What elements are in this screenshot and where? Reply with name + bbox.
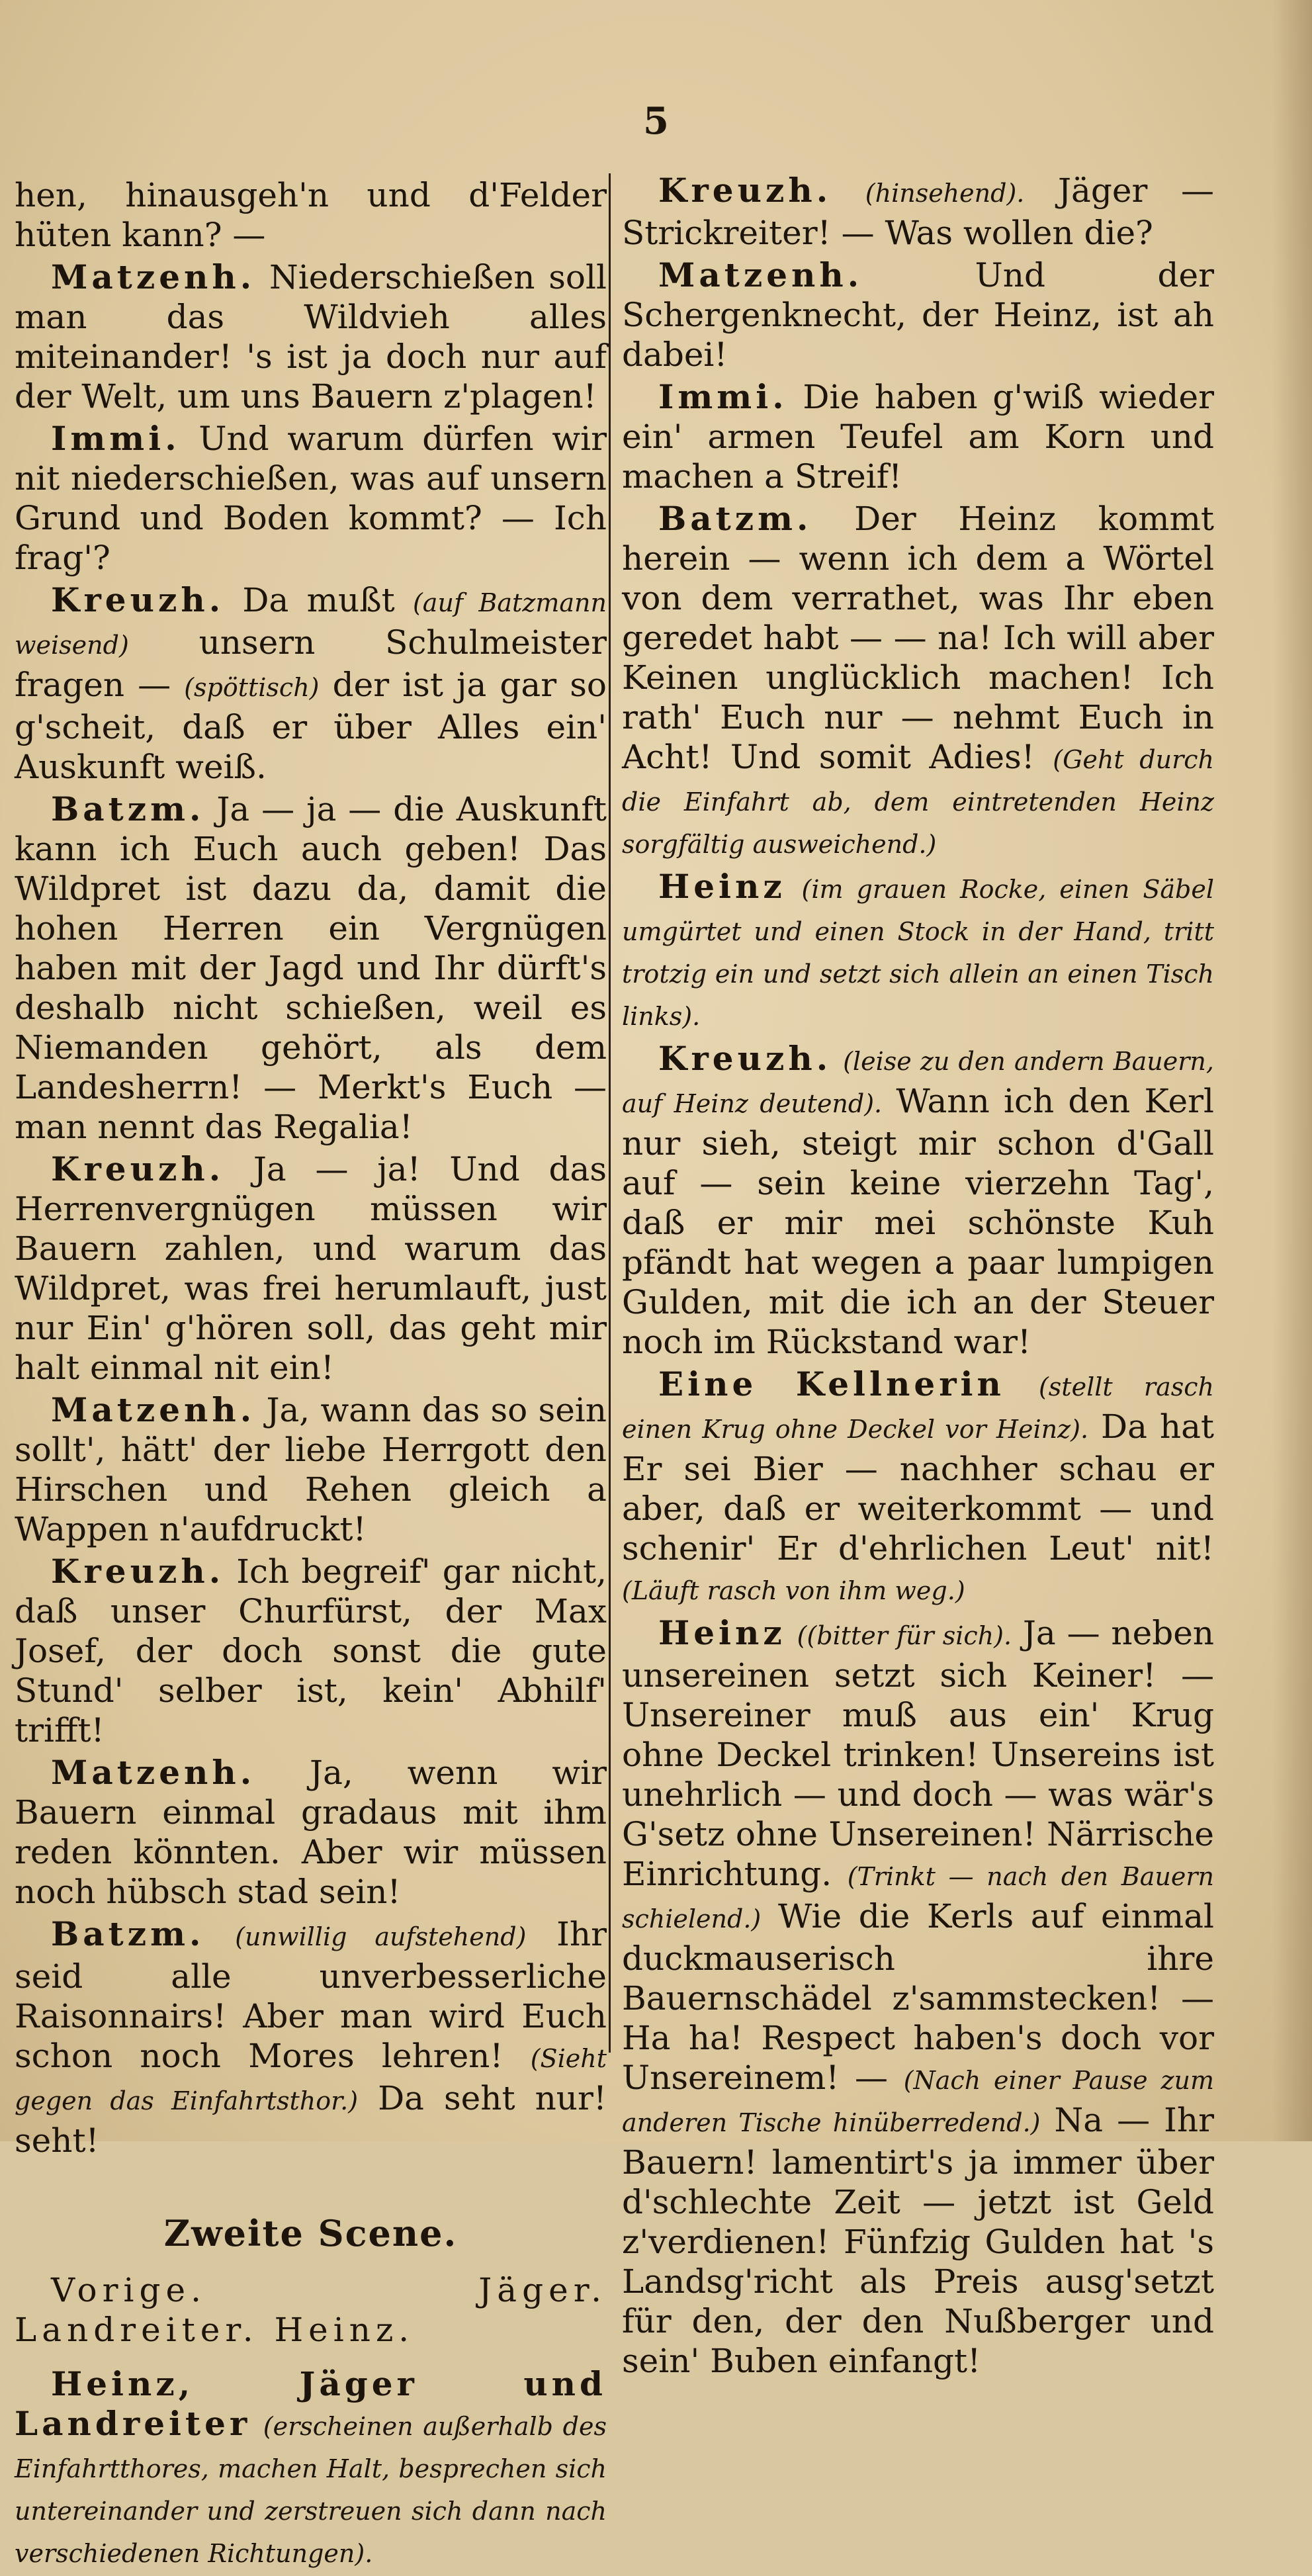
speaker-name: Kreuzh. [51, 1552, 225, 1591]
stage-direction: (hinsehend). [865, 179, 1025, 208]
scene-heading: Zweite Scene. [163, 2212, 458, 2254]
speaker-name: Kreuzh. [51, 580, 225, 619]
stage-direction: (auf Batzmann weisend) [15, 588, 607, 660]
dialogue-text: hen, hinausgeh'n und d'Felder hüten kann? — [15, 176, 607, 254]
dialogue-paragraph [15, 419, 607, 578]
stage-direction: (Nach einer Pause zum anderen Tische hinüberredend.) [622, 2066, 1214, 2137]
dialogue-text: Jäger — Strickreiter! — Was wollen die? [622, 171, 1214, 252]
dialogue-paragraph [15, 789, 607, 1147]
speaker-name: Heinz [658, 1613, 786, 1652]
dialogue-paragraph [15, 580, 607, 787]
dialogue-paragraph [622, 867, 1214, 1036]
dialogue-text: Der Heinz kommt herein — wenn ich dem a Wörtel von dem verrathet, was Ihr eben geredet habt — — na! Ich will aber Keinen unglücklich machen! Ich rath' Euch nur — nehmt Euch in Acht! Und somit Adies! [622, 500, 1214, 776]
dialogue-paragraph [15, 1552, 607, 1750]
dialogue-paragraph [622, 1364, 1214, 1611]
dialogue-paragraph [622, 255, 1214, 375]
dialogue-paragraph [622, 1613, 1214, 2381]
speaker-name: Kreuzh. [51, 1149, 225, 1188]
speaker-name: Matzenh. [658, 255, 863, 294]
dialogue-text: Und warum dürfen wir nit niederschießen, was auf unsern Grund und Boden kommt? — Ich frag'? [15, 420, 607, 577]
dialogue-paragraph [15, 2364, 607, 2573]
dialogue-text: Ja, wann das so sein sollt', hätt' der liebe Herrgott den Hirschen und Rehen gleich a Wappen n'aufdruckt! [15, 1391, 607, 1548]
dialogue-text: Da mußt [242, 581, 395, 619]
stage-direction: (erscheinen außerhalb des Einfahrtthores, machen Halt, besprechen sich untereinander und zerstreuen sich dann nach verschiedenen Richtungen). [15, 2412, 607, 2568]
speaker-name: Matzenh. [51, 1753, 256, 1792]
speaker-name: Matzenh. [51, 257, 256, 296]
dialogue-text: Da seht nur! seht! [15, 2079, 607, 2160]
speaker-name: Batzm. [51, 789, 205, 828]
stage-direction: (Trinkt — nach den Bauern schielend.) [622, 1862, 1214, 1933]
dialogue-text: der ist ja gar so g'scheit, daß er über Alles ein' Auskunft weiß. [15, 666, 607, 786]
dialogue-text: Da hat Er sei Bier — nachher schau er aber, daß er weiterkommt — und schenir' Er d'ehrlichen Leut' nit! [622, 1407, 1214, 1568]
stage-direction: (Geht durch die Einfahrt ab, dem eintretenden Heinz sorgfältig ausweichend.) [622, 745, 1214, 859]
speaker-name: Heinz, Jäger und Landreiter [15, 2364, 607, 2443]
dialogue-paragraph [622, 377, 1214, 496]
speaker-name: Kreuzh. [658, 1039, 832, 1078]
dialogue-paragraph [622, 499, 1214, 864]
dialogue-text: Und der Schergenknecht, der Heinz, ist ah dabei! [622, 256, 1214, 374]
page-edge-shadow [1272, 0, 1312, 2141]
right-column [622, 171, 1214, 2383]
stage-direction: (im grauen Rocke, einen Säbel umgürtet und einen Stock in der Hand, tritt trotzig ein und setzt sich allein an einen Tisch links). [622, 875, 1214, 1031]
column-divider [609, 173, 611, 2053]
stage-direction: (spöttisch) [184, 673, 320, 702]
speaker-name: Batzm. [51, 1914, 205, 1953]
cast-list: Vorige. Jäger. Landreiter. Heinz. [15, 2271, 607, 2349]
dialogue-text: Ich begreif' gar nicht, daß unser Churfürst, der Max Josef, der doch sonst die gute Stund' selber ist, kein' Abhilf' trifft! [15, 1552, 607, 1750]
speaker-name: Batzm. [658, 499, 812, 538]
dialogue-text: Na — Ihr Bauern! lamentirt's ja immer über d'schlechte Zeit — jetzt ist Geld z'verdienen! Fünfzig Gulden hat 's Landsg'richt als Preis ausg'setzt für den, der den Nußberger und sein' Buben einfangt! [622, 2101, 1214, 2380]
dialogue-paragraph [15, 1753, 607, 1912]
stage-direction: (unwillig aufstehend) [235, 1922, 527, 1951]
dialogue-paragraph [15, 175, 607, 255]
dialogue-text: Ja — ja — die Auskunft kann ich Euch auch geben! Das Wildpret ist dazu da, damit die hohen Herren ein Vergnügen haben mit der Jagd und Ihr dürft's deshalb nicht schießen, weil es Niemanden gehört, als dem Landesherrn! — Merkt's Euch — man nennt das Regalia! [15, 790, 607, 1146]
dialogue-text: Niederschießen soll man das Wildvieh alles miteinander! 's ist ja doch nur auf der Welt, um uns Bauern z'plagen! [15, 258, 607, 416]
stage-direction: ((bitter für sich). [797, 1621, 1012, 1650]
dialogue-paragraph [622, 171, 1214, 253]
dialogue-text: Ja, wenn wir Bauern einmal gradaus mit ihm reden könnten. Aber wir müssen noch hübsch stad sein! [15, 1754, 607, 1911]
dialogue-text: Ihr seid alle unverbesserliche Raisonnairs! Aber man wird Euch schon noch Mores lehren! [15, 1915, 607, 2075]
dialogue-paragraph [622, 1039, 1214, 1362]
speaker-name: Heinz [658, 867, 786, 906]
page-number: 5 [643, 99, 669, 143]
speaker-name: Eine Kellnerin [658, 1364, 1005, 1403]
stage-direction: (leise zu den andern Bauern, auf Heinz deutend). [622, 1047, 1214, 1118]
dialogue-text: Ja — ja! Und das Herrenvergnügen müssen wir Bauern zahlen, und warum das Wildpret, was frei herumlauft, just nur Ein' g'hören soll, das geht mir halt einmal nit ein! [15, 1150, 607, 1387]
dialogue-text: Wann ich den Kerl nur sieh, steigt mir schon d'Gall auf — sein keine vierzehn Tag', daß er mir mei schönste Kuh pfändt hat wegen a paar lumpigen Gulden, mit die ich an der Steuer noch im Rückstand war! [622, 1082, 1214, 1361]
dialogue-text: unsern Schulmeister fragen — [15, 623, 607, 704]
stage-direction: (Sieht gegen das Einfahrtsthor.) [15, 2044, 607, 2115]
speaker-name: Kreuzh. [658, 171, 832, 210]
speaker-name: Matzenh. [51, 1390, 256, 1429]
stage-direction: (Läuft rasch von ihm weg.) [622, 1576, 965, 1605]
dialogue-paragraph [15, 1390, 607, 1549]
dialogue-text: Ja — neben unsereinen setzt sich Keiner! — Unsereiner muß aus ein' Krug ohne Deckel trinken! Unsereins ist unehrlich — und doch — was wär's G'setz ohne Unsereinen! Närrische Einrichtung. [622, 1614, 1214, 1893]
dialogue-paragraph [15, 1149, 607, 1388]
stage-direction: (stellt rasch einen Krug ohne Deckel vor Heinz). [622, 1372, 1214, 1444]
left-column [15, 175, 607, 2576]
speaker-name: Immi. [51, 419, 181, 458]
speaker-name: Immi. [658, 377, 788, 416]
dialogue-paragraph [15, 1914, 607, 2160]
dialogue-text: Wie die Kerls auf einmal duckmauserisch ihre Bauernschädel z'sammstecken! — Ha ha! Respect haben's doch vor Unsereinem! — [622, 1897, 1214, 2097]
dialogue-text: Die haben g'wiß wieder ein' armen Teufel am Korn und machen a Streif! [622, 378, 1214, 496]
dialogue-paragraph [15, 257, 607, 416]
